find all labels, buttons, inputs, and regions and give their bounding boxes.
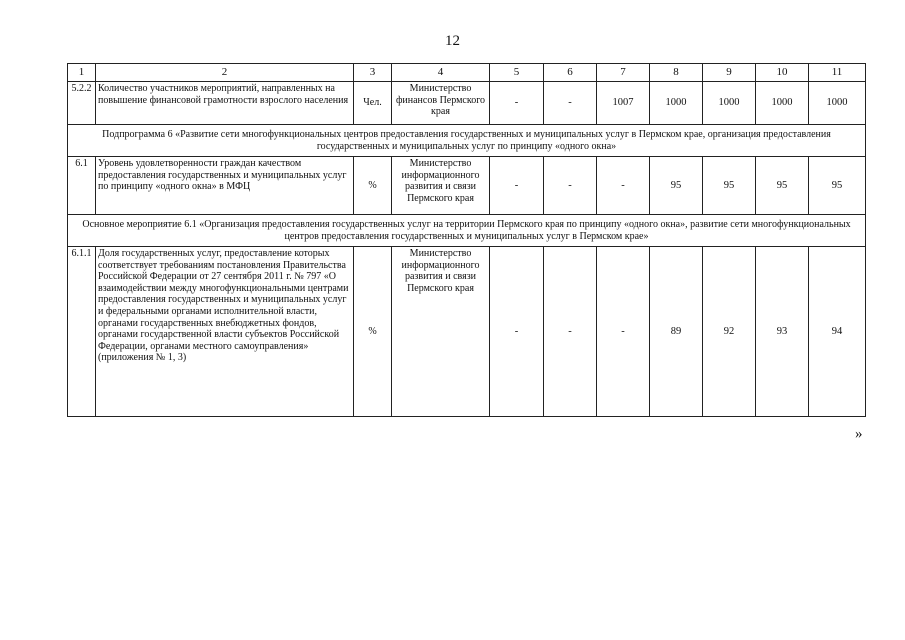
value-cell: 95 [809,157,866,215]
value-cell: - [490,157,544,215]
value-cell: 89 [650,247,703,417]
header-cell: 5 [490,64,544,82]
indicator-name: Доля государственных услуг, предоставление которых соответствует требованиям постановления Правительства Российской Федерации от 27 сентября 2011 г. № 797 «О взаимодействии между многофункциональными центрами предоставления государственных и муниципальных услуг и федеральными органами исполнительной власти, органами государственных внебюджетных фондов, органами государственной власти субъектов Российской Федерации, органами местного самоуправления» (приложения № 1, 3) [96,247,354,417]
table-row [68,157,866,215]
value-cell: 1000 [703,82,756,125]
value-cell: 94 [809,247,866,417]
value-cell: - [597,157,650,215]
value-cell: 1007 [597,82,650,125]
table-row [68,82,866,125]
value-cell: - [490,82,544,125]
responsible-org: Министерство финансов Пермского края [392,82,490,125]
value-cell: 95 [703,157,756,215]
header-cell: 7 [597,64,650,82]
row-number: 6.1.1 [68,247,96,417]
value-cell: - [490,247,544,417]
indicator-name: Количество участников мероприятий, направленных на повышение финансовой грамотности взрослого населения [96,82,354,125]
indicator-name: Уровень удовлетворенности граждан качеством предоставления государственных и муниципальных услуг по принципу «одного окна» в МФЦ [96,157,354,215]
section-row [68,125,866,157]
value-cell: 1000 [756,82,809,125]
row-number: 5.2.2 [68,82,96,125]
header-cell: 10 [756,64,809,82]
header-cell: 2 [96,64,354,82]
header-cell: 8 [650,64,703,82]
value-cell: - [544,82,597,125]
header-cell: 3 [354,64,392,82]
responsible-org: Министерство информационного развития и связи Пермского края [392,157,490,215]
header-cell: 4 [392,64,490,82]
value-cell: - [544,157,597,215]
header-cell: 1 [68,64,96,82]
header-cell: 6 [544,64,597,82]
table-row [68,247,866,417]
page-number: 12 [445,33,460,49]
row-number: 6.1 [68,157,96,215]
responsible-org: Министерство информационного развития и связи Пермского края [392,247,490,417]
unit-cell: % [354,247,392,417]
value-cell: 1000 [809,82,866,125]
section-row [68,215,866,247]
value-cell: - [544,247,597,417]
value-cell: - [597,247,650,417]
indicators-table [67,63,866,417]
value-cell: 92 [703,247,756,417]
closing-quote-mark: » [855,426,863,442]
value-cell: 95 [756,157,809,215]
value-cell: 95 [650,157,703,215]
subprogram-heading: Подпрограмма 6 «Развитие сети многофункциональных центров предоставления государственных и муниципальных услуг в Пермском крае, организация предоставления государственных и муниципальных услуг по принципу «одного окна» [68,125,866,157]
header-row [68,64,866,82]
main-activity-heading: Основное мероприятие 6.1 «Организация предоставления государственных услуг на территории Пермского края по принципу «одного окна», развитие сети многофункциональных центров предоставления государственных и муниципальных услуг в Пермском крае» [68,215,866,247]
unit-cell: Чел. [354,82,392,125]
header-cell: 11 [809,64,866,82]
value-cell: 93 [756,247,809,417]
value-cell: 1000 [650,82,703,125]
unit-cell: % [354,157,392,215]
header-cell: 9 [703,64,756,82]
